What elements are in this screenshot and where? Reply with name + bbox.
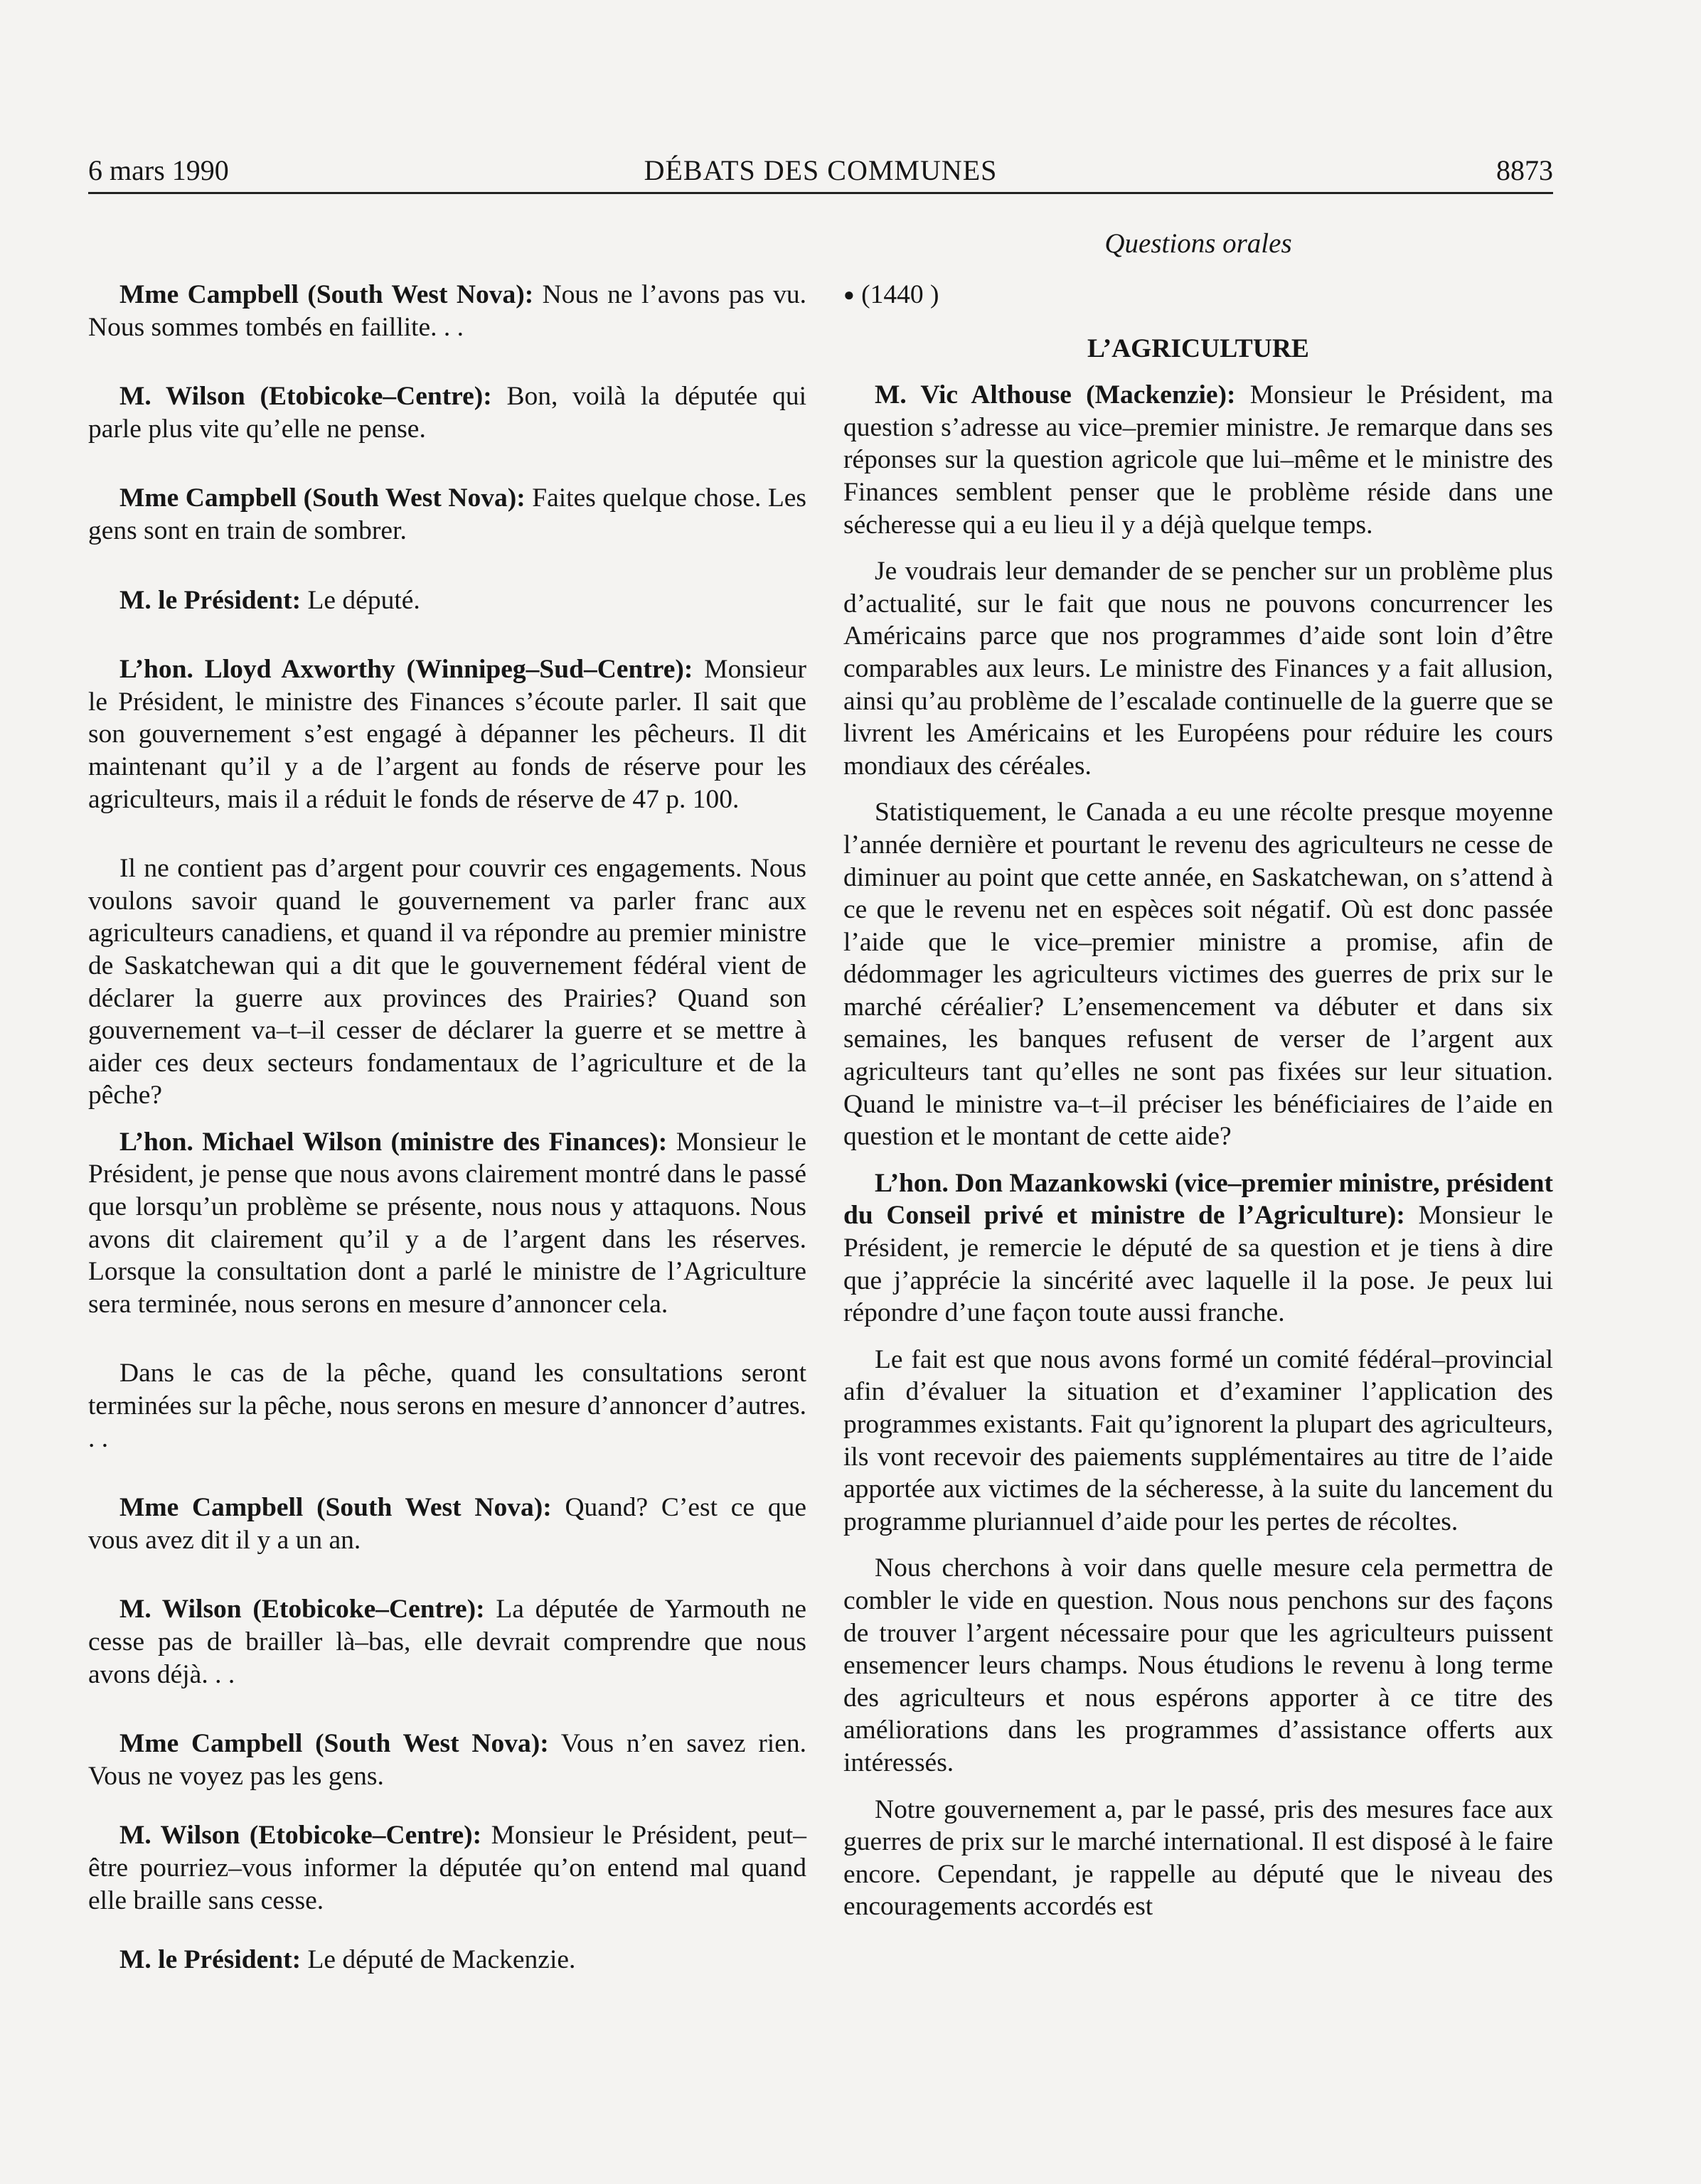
speaker-name: Mme Campbell (South West Nova): [119,1729,549,1759]
paragraph [843,555,1553,782]
paragraph [88,584,806,617]
speech-text: Statistiquement, le Canada a eu une récolte presque moyenne l’année dernière et pourtant le revenu des agriculteurs ne cesse de diminuer au point que cette année, en Saskatchewan, on s’attend à ce que le revenu net en espèces soit négatif. Où est donc passée l’aide que le vice–premier ministre a promise, afin de dédommager les agriculteurs victimes des guerres de prix sur le marché céréalier? L’ensemencement va débuter et dans six semaines, les banques refusent de verser de l’argent aux agriculteurs tant qu’elles ne sont pas fixées sur leur situation. Quand le ministre va–t–il préciser les bénéficiaires de l’aide en question et le montant de cette aide? [843,798,1553,1152]
speaker-name: M. le Président: [119,1945,302,1975]
speech-text: Notre gouvernement a, par le passé, pris des mesures face aux guerres de prix sur le marché international. Il est disposé à le faire encore. Cependant, je rappelle au député que le niveau des encouragements accordés est [843,1794,1553,1922]
paragraph [843,1552,1553,1779]
bullet-icon: ● [843,284,855,305]
paragraph [88,1944,806,1976]
paragraph [88,1819,806,1917]
section-label: Questions orales [1104,228,1292,259]
paragraph [88,1593,806,1691]
speech-text: Il ne contient pas d’argent pour couvrir ces engagements. Nous voulons savoir quand le gouvernement va parler franc aux agriculteurs canadiens, et quand il va répondre au premier ministre de Saskatchewan qui a dit que le gouvernement fédéral vient de déclarer la guerre aux provinces des Prairies? Quand son gouvernement va–t–il cesser de déclarer la guerre et se mettre à aider ces deux secteurs fondamentaux de l’agriculture et de la pêche? [88,854,806,1110]
header-date: 6 mars 1990 [88,154,229,186]
speaker-name: M. Wilson (Etobicoke–Centre): [119,1821,482,1851]
paragraph [843,1344,1553,1538]
left-column [88,279,806,1976]
speaker-name: M. Wilson (Etobicoke–Centre): [119,382,492,412]
paragraph [88,1357,806,1455]
header-page-number: 8873 [1496,154,1553,186]
speaker-name: L’hon. Lloyd Axworthy (Winnipeg–Sud–Centre): [119,655,693,685]
speech-text: Bon, voilà la députée qui parle plus vite qu’elle ne pense. [88,382,807,444]
section-heading: L’AGRICULTURE [1087,333,1309,363]
header-title: DÉBATS DES COMMUNES [644,154,998,186]
paragraph [88,1728,806,1792]
speaker-name: M. le Président: [119,585,302,615]
speaker-name: M. Vic Althouse (Mackenzie): [875,380,1236,410]
speaker-name: Mme Campbell (South West Nova): [119,280,534,309]
speech-text: Vous n’en savez rien. Vous ne voyez pas les gens. [88,1729,806,1791]
paragraph [88,380,806,445]
speech-text: Monsieur le Président, peut–être pourriez–vous informer la députée qu’on entend mal quand elle braille sans cesse. [88,1821,806,1915]
paragraph [88,653,806,815]
speech-text: Le fait est que nous avons formé un comité fédéral–provincial afin d’évaluer la situation et d’examiner l’application des programmes existants. Fait qu’ignorent la plupart des agriculteurs, ils vont recevoir des paiements supplémentaires au titre de l’aide apportée aux victimes de la sécheresse, à la suite du lancement du programme pluriannuel d’aide pour les pertes de récoltes. [843,1344,1553,1536]
speech-text: La députée de Yarmouth ne cesse pas de brailler là–bas, elle devrait comprendre que nous avons déjà. . . [88,1595,806,1689]
header-rule [88,192,1553,194]
time-marker-text: (1440 ) [861,280,939,309]
speech-text: Je voudrais leur demander de se pencher sur un problème plus d’actualité, sur le fait que nous ne pouvons concurrencer les Américains parce que nos programmes d’aide sont loin d’être comparables aux leurs. Le ministre des Finances y a fait allusion, ainsi qu’au problème de l’escalade continuelle de la guerre que se livrent les Américains et les Européens pour réduire les cours mondiaux des céréales. [843,557,1553,781]
right-column [843,279,1553,1923]
speech-text: Monsieur le Président, ma question s’adresse au vice–premier ministre. Je remarque dans ses réponses sur la question agricole que lui–même et le ministre des Finances semblent penser que le problème réside dans une sécheresse qui a eu lieu il y a déjà quelque temps. [843,380,1553,540]
speech-text: Nous cherchons à voir dans quelle mesure cela permettra de combler le vide en question. Nous nous penchons sur des façons de trouver l’argent nécessaire pour que les agriculteurs puissent ensemencer leurs champs. Nous étudions le revenu à long terme des agriculteurs et nous espérons apporter à ce titre des améliorations dans les programmes d’assistance offerts aux intéressés. [843,1553,1553,1777]
paragraph [88,1126,806,1321]
paragraph [843,796,1553,1153]
paragraph [88,279,806,343]
speaker-name: Mme Campbell (South West Nova): [119,483,526,513]
paragraph [88,482,806,547]
speech-text: Le député de Mackenzie. [301,1945,576,1975]
speaker-name: M. Wilson (Etobicoke–Centre): [119,1595,485,1624]
speech-text: Monsieur le Président, le ministre des Finances s’écoute parler. Il sait que son gouvernement s’est engagé à dépanner les pêcheurs. Il dit maintenant qu’il y a de l’argent au fonds de réserve pour les agriculteurs, mais il a réduit le fonds de réserve de 47 p. 100. [88,655,806,814]
paragraph [88,1492,806,1556]
paragraph [843,1794,1553,1923]
speech-text: Monsieur le Président, je remercie le député de sa question et je tiens à dire que j’apprécie la sincérité avec laquelle il la pose. Je peux lui répondre d’une façon toute aussi franche. [843,1201,1553,1328]
speaker-name: L’hon. Michael Wilson (ministre des Finances): [119,1127,668,1157]
speech-text: Nous ne l’avons pas vu. Nous sommes tombés en faillite. . . [88,280,806,342]
paragraph [843,1167,1553,1329]
speech-text: Faites quelque chose. Les gens sont en train de sombrer. [88,483,806,545]
paragraph [843,379,1553,541]
time-marker [843,279,1553,311]
speech-text: Quand? C’est ce que vous avez dit il y a un an. [88,1493,806,1555]
speech-text: Le député. [301,585,420,615]
speech-text: Monsieur le Président, je pense que nous avons clairement montré dans le passé que lorsqu’un problème se présente, nous nous y attaquons. Nous avons dit clairement qu’il y a de l’argent dans les réserves. Lorsque la consultation dont a parlé le ministre de l’Agriculture sera terminée, nous serons en mesure d’annoncer cela. [88,1127,806,1319]
speech-text: Dans le cas de la pêche, quand les consultations seront terminées sur la pêche, nous serons en mesure d’annoncer d’autres. . . [88,1359,806,1453]
page-header [88,151,1553,191]
speaker-name: Mme Campbell (South West Nova): [119,1493,552,1523]
paragraph [88,852,806,1112]
speaker-name: L’hon. Don Mazankowski (vice–premier ministre, président du Conseil privé et ministre de l’Agriculture): [843,1168,1553,1231]
